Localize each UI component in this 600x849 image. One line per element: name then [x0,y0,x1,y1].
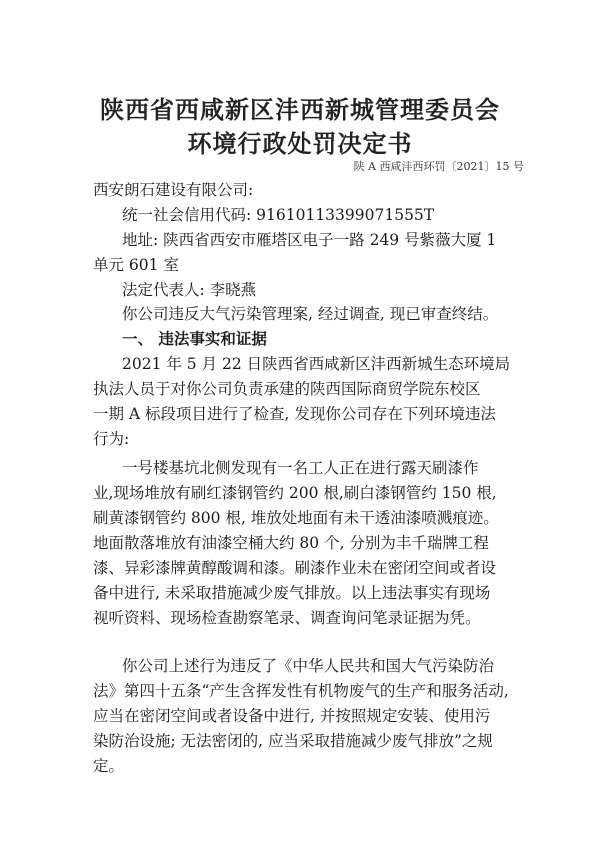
paragraph-line: 应当在密闭空间或者设备中进行, 并按照规定安装、使用污 [93,707,491,725]
paragraph-line: 2021 年 5 月 22 日陕西省西咸新区沣西新城生态环境局 [122,355,511,373]
paragraph-line: 执法人员于对你公司负责承建的陕西国际商贸学院东校区 [93,380,481,398]
document-number: 陕 A 西咸沣西环罚〔2021〕15 号 [353,160,524,173]
paragraph-line: 染防治设施; 无法密闭的, 应当采取措施减少废气排放”之规 [93,732,493,750]
case-intro: 你公司违反大气污染管理案, 经过调查, 现已审查终结。 [122,305,499,323]
address-line1: 地址: 陕西省西安市雁塔区电子一路 249 号紫薇大厦 1 [122,231,497,249]
paragraph-line: 定。 [93,757,125,775]
paragraph-line: 视听资料、现场检查勘察笔录、调查询问笔录证据为凭。 [93,609,481,627]
section-heading: 一、 违法事实和证据 [122,330,267,348]
legal-representative: 法定代表人: 李晓燕 [122,281,257,299]
paragraph-line: 地面散落堆放有油漆空桶大约 80 个, 分别为丰千瑞牌工程 [93,534,489,552]
address-line2: 单元 601 室 [93,256,179,274]
paragraph-line: 刷黄漆钢管约 800 根, 堆放处地面有未干透油漆喷溅痕迹。 [93,509,499,527]
paragraph-line: 一期 A 标段项目进行了检查, 发现你公司存在下列环境违法 [93,405,496,423]
paragraph-line: 一号楼基坑北侧发现有一名工人正在进行露天刷漆作 [122,459,479,477]
paragraph-line: 业,现场堆放有刷红漆钢管约 200 根,刷白漆钢管约 150 根, [93,484,497,502]
document-title-line1: 陕西省西咸新区沣西新城管理委员会 [100,95,500,124]
paragraph-line: 行为: [93,430,130,448]
paragraph-line: 漆、异彩漆牌黄醇酸调和漆。刷漆作业未在密闭空间或者设 [93,559,497,577]
credit-code: 统一社会信用代码: 91610113399071555T [122,206,435,224]
paragraph-line: 备中进行, 未采取措施减少废气排放。以上违法事实有现场 [93,584,491,602]
paragraph-line: 法》第四十五条“产生含挥发性有机物废气的生产和服务活动, [93,682,509,700]
party-name: 西安朗石建设有限公司: [93,181,254,199]
paragraph-line: 你公司上述行为违反了《中华人民共和国大气污染防治 [122,657,495,675]
document-title-line2: 环境行政处罚决定书 [187,129,413,158]
